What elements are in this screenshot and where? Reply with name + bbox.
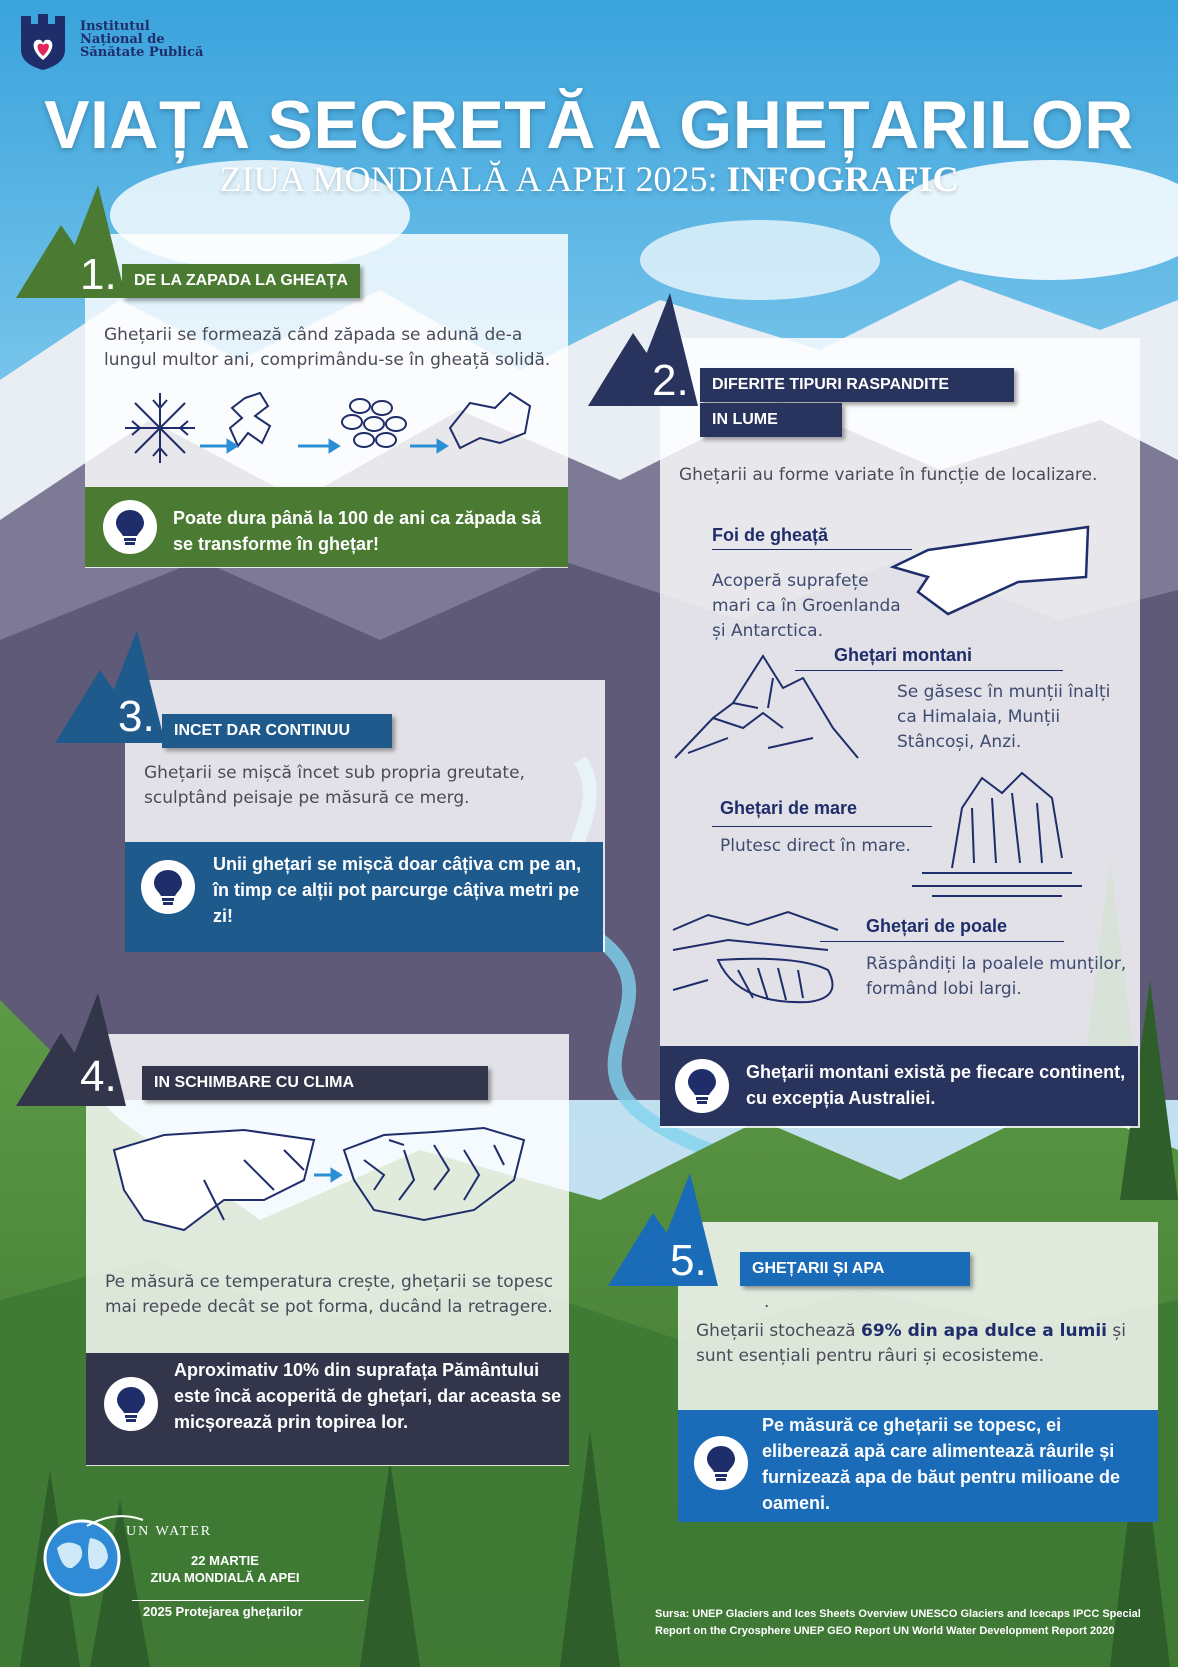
type-sea-line xyxy=(712,826,932,827)
section2-bulb-icon xyxy=(675,1059,729,1113)
type-piedmont-title: Ghețari de poale xyxy=(866,916,1008,936)
org-name-line2: Național de xyxy=(80,32,165,47)
page-subtitle xyxy=(0,158,1178,200)
section1-number: 1. xyxy=(80,250,117,299)
footer-source-line2: Report on the Cryosphere UNEP GEO Report UN World Water Development Report 2020 xyxy=(655,1625,1115,1637)
section4-number: 4. xyxy=(80,1052,117,1101)
footer-divider xyxy=(132,1600,364,1601)
snow-crystal-icon xyxy=(230,393,270,446)
section3-tip: Unii ghețari se mișcă doar câțiva cm pe an, în timp ce alții pot parcurge câțiva metri pe zi! xyxy=(213,854,582,926)
subtitle-bold: INFOGRAFIC xyxy=(726,159,959,199)
footer-day: ZIUA MONDIALĂ A APEI xyxy=(150,1570,300,1585)
section3-number: 3. xyxy=(118,692,155,741)
type-mountain-title: Ghețari montani xyxy=(834,645,973,665)
section5-tip: Pe măsură ce ghețarii se topesc, ei eliberează apă care alimentează râurile și furnizează apa de băut pentru milioane de oameni. xyxy=(762,1415,1121,1513)
ice-sheet-icon xyxy=(888,522,1098,622)
org-name-line1: Institutul xyxy=(80,19,150,34)
section4-bulb-icon xyxy=(104,1377,158,1431)
section4-tip-box xyxy=(86,1353,569,1465)
type-mountain-desc: Se găsesc în munții înalți ca Himalaia, Munții Stâncoși, Anzi. xyxy=(897,682,1111,752)
section4-text: Pe măsură ce temperatura crește, ghețarii se topesc mai repede decât se pot forma, ducând la retragere. xyxy=(105,1272,554,1317)
section2-intro: Ghețarii au forme variate în funcție de localizare. xyxy=(679,465,1098,485)
type-piedmont-desc: Răspândiți la poalele munților, formând lobi largi. xyxy=(866,954,1127,999)
section2-number: 2. xyxy=(652,356,689,405)
footer-source-line1: Sursa: UNEP Glaciers and Ices Sheets Overview UNESCO Glaciers and Icecaps IPCC Special xyxy=(655,1608,1141,1620)
ice-grains-icon xyxy=(342,399,406,447)
type-sea-desc: Plutesc direct în mare. xyxy=(720,836,911,856)
un-water-label: UN WATER xyxy=(126,1524,213,1539)
ice-block-icon xyxy=(450,393,530,448)
section1-bulb-icon xyxy=(103,500,157,554)
footer-sources xyxy=(655,1606,1165,1640)
section3-bulb-icon xyxy=(141,860,195,914)
type-ice-sheet-line xyxy=(712,549,912,550)
section5-number: 5. xyxy=(670,1236,707,1285)
section2-label-line2: IN LUME xyxy=(700,403,842,437)
section2-tip-box xyxy=(660,1046,1138,1126)
type-sea-title: Ghețari de mare xyxy=(720,798,858,818)
footer-date: 22 MARTIE xyxy=(191,1553,259,1568)
section1-label: DE LA ZAPADA LA GHEAȚA xyxy=(122,264,360,298)
section5-text xyxy=(696,1319,1156,1369)
section4-label: IN SCHIMBARE CU CLIMA xyxy=(142,1066,488,1100)
melting-glacier-icon xyxy=(344,1128,524,1220)
section5-text-before: Ghețarii stochează xyxy=(696,1321,861,1341)
section5-label: GHEȚARII ȘI APA xyxy=(740,1252,970,1286)
section1-text: Ghețarii se formează când zăpada se adună de-a lungul multor ani, comprimându-se în gheață solidă. xyxy=(104,325,551,370)
glacier-retreat-diagram xyxy=(104,1120,564,1240)
section1-tip: Poate dura până la 100 de ani ca zăpada să se transforme în ghețar! xyxy=(173,508,542,554)
mountain-glacier-icon xyxy=(673,648,863,768)
section4-tip: Aproximativ 10% din suprafața Pământului este încă acoperită de ghețari, dar aceasta se micșorează prin topirea lor. xyxy=(174,1360,562,1432)
footer-theme: 2025 Protejarea ghețarilor xyxy=(143,1604,303,1619)
section5-text-bold: 69% din apa dulce a lumii xyxy=(861,1321,1107,1341)
piedmont-glacier-icon xyxy=(668,910,858,1010)
section5-dot: . xyxy=(764,1292,770,1312)
large-glacier-icon xyxy=(114,1130,314,1230)
section3-text: Ghețarii se mișcă încet sub propria greutate, sculptând peisaje pe măsură ce merg. xyxy=(144,763,525,808)
section5-tip-box xyxy=(678,1410,1158,1522)
snowflake-icon xyxy=(125,393,195,463)
institute-logo-icon xyxy=(18,12,68,72)
globe-icon xyxy=(42,1518,122,1598)
section5-bulb-icon xyxy=(694,1436,748,1490)
page-title: VIAȚA SECRETĂ A GHEȚARILOR xyxy=(44,87,1134,163)
sea-glacier-icon xyxy=(912,768,1082,898)
type-ice-sheet-title: Foi de gheață xyxy=(712,525,829,545)
section5-text-after: și sunt esențiali pentru râuri și ecosisteme. xyxy=(696,1321,1126,1366)
type-ice-sheet-desc: Acoperă suprafețe mari ca în Groenlanda și Antarctica. xyxy=(712,571,901,641)
section2-label-line1: DIFERITE TIPURI RASPANDITE xyxy=(700,368,1014,402)
footer-date-block xyxy=(125,1552,325,1586)
org-name-line3: Sănătate Publică xyxy=(80,45,204,60)
section1-tip-box xyxy=(85,487,568,567)
org-name xyxy=(80,20,203,59)
section3-tip-box xyxy=(125,842,603,952)
snow-to-ice-diagram xyxy=(120,388,540,468)
section2-tip: Ghețarii montani există pe fiecare continent, cu excepția Australiei. xyxy=(746,1062,1126,1108)
section3-label: INCET DAR CONTINUU xyxy=(162,714,392,748)
subtitle-main: ZIUA MONDIALĂ A APEI 2025: xyxy=(219,159,727,199)
